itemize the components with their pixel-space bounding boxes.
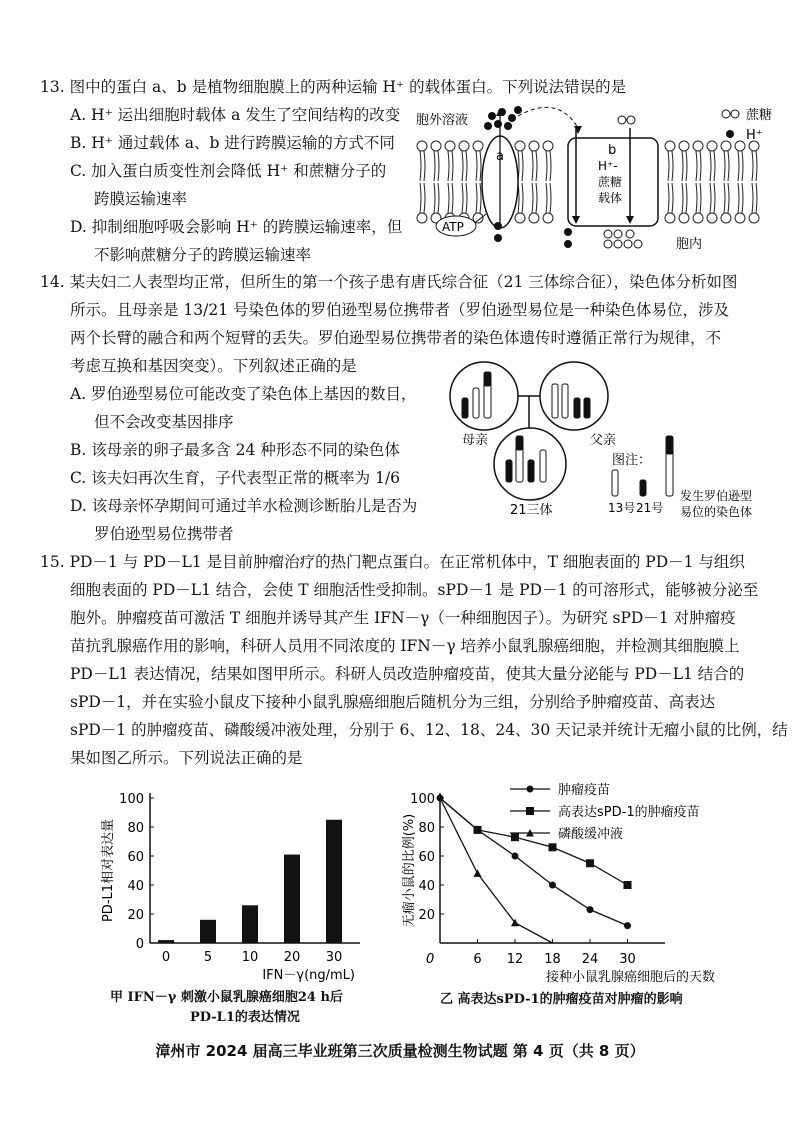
y-tick-label: 100: [410, 792, 435, 807]
atp-label: ATP: [442, 220, 464, 234]
data-point-square: [624, 881, 632, 889]
h-ion-cluster-outside: [484, 106, 522, 130]
bar-20: [284, 855, 300, 943]
legend-marker-square: [526, 807, 534, 815]
h-ion-legend-label: H⁺: [746, 128, 763, 143]
x-tick-label: 0: [426, 952, 435, 967]
bar-30: [326, 820, 342, 943]
chromosome-21-icon: [640, 480, 646, 496]
data-point-circle: [512, 853, 519, 860]
carrier-b-text3: 载体: [598, 191, 623, 205]
y-axis-title: PD-L1相对表达量: [101, 818, 116, 923]
legend-label: 磷酸缓冲液: [558, 827, 624, 842]
q14-option-d-cont: 罗伯逊型易位携带者: [94, 525, 234, 543]
q14-stem-2: 所示。且母亲是 13/21 号染色体的罗伯逊型易位携带者（罗伯逊型易位是一种染色体易位，涉及: [70, 301, 730, 319]
x-tick-label: 6: [473, 952, 482, 967]
x-tick-label: 5: [203, 950, 213, 965]
carrier-b-label: b: [608, 143, 617, 158]
y-tick-label: 20: [418, 908, 435, 923]
x-axis-title: IFN－γ(ng/mL): [262, 968, 355, 983]
q15-line-6: sPD－1，并在实验小鼠皮下接种小鼠乳腺癌细胞后随机分为三组，分别给予肿瘤疫苗、高表达: [70, 693, 716, 711]
caption-yi: 乙 高表达sPD-1的肿瘤疫苗对肿瘤的影响: [440, 992, 683, 1007]
x-axis-title: 接种小鼠乳腺癌细胞后的天数: [545, 970, 715, 985]
q14-option-b: B. 该母亲的卵子最多含 24 种形态不同的染色体: [70, 441, 400, 459]
legend-label: 高表达sPD-1的肿瘤疫苗: [558, 805, 700, 820]
carrier-b-text1: H⁺-: [598, 159, 618, 173]
h-ion-legend-icon: [726, 130, 734, 138]
q15-line-7: sPD－1 的肿瘤疫苗、磷酸缓冲液处理，分别于 6、12、18、24、30 天记录并统计无瘤小鼠的比例，结: [70, 721, 788, 739]
mother-label: 母亲: [462, 433, 489, 448]
y-tick-label: 80: [418, 821, 435, 836]
data-point-square: [511, 833, 519, 841]
legend-title: 图注：: [612, 453, 652, 468]
trisomy-label: 21三体: [510, 503, 553, 518]
caption-jia-1: 甲 IFN－γ 刺激小鼠乳腺癌细胞24 h后: [110, 990, 343, 1005]
y-tick-label: 40: [127, 879, 144, 894]
bar-5: [200, 920, 216, 943]
legend-label: 肿瘤疫苗: [558, 783, 611, 798]
y-tick-label: 60: [127, 850, 144, 865]
q14-option-a-cont: 但不会改变基因排序: [94, 413, 234, 431]
father-label: 父亲: [590, 433, 617, 448]
data-point-circle: [587, 906, 594, 913]
y-tick-label: 100: [119, 792, 144, 807]
q13-stem: 13. 图中的蛋白 a、b 是植物细胞膜上的两种运输 H⁺ 的载体蛋白。下列说法错误的是: [40, 78, 627, 96]
legend-translocation-label-2: 易位的染色体: [680, 505, 753, 519]
legend-marker-circle: [527, 786, 534, 793]
y-tick-label: 80: [127, 821, 144, 836]
q15-line-3: 胞外。肿瘤疫苗可激活 T 细胞并诱导其产生 IFN－γ（一种细胞因子）。为研究 sPD－1 对肿瘤疫: [70, 609, 736, 627]
caption-jia-2: PD-L1的表达情况: [190, 1010, 300, 1025]
outside-solution-label: 胞外溶液: [416, 113, 469, 128]
q15-line-1: 15. PD－1 与 PD－L1 是目前肿瘤治疗的热门靶点蛋白。在正常机体中，T 细胞表面的 PD－1 与组织: [40, 553, 745, 571]
x-tick-label: 30: [619, 952, 636, 967]
x-tick-label: 12: [506, 952, 524, 967]
x-tick-label: 30: [325, 950, 343, 965]
father-cell: [540, 362, 608, 430]
q13-option-c-cont: 跨膜运输速率: [94, 190, 188, 208]
chromosome-13-icon: [612, 470, 618, 496]
membrane-transport-diagram: [408, 98, 788, 258]
chart-yi-tumor-free-ratio: [395, 775, 780, 985]
q14-option-c: C. 该夫妇再次生育，子代表型正常的概率为 1/6: [70, 469, 401, 487]
legend-21-label: 21号: [636, 501, 664, 515]
q14-stem-3: 两个长臂的融合和两个短臂的丢失。罗伯逊型易位携带者的染色体遗传时遵循正常行为规律，不: [70, 329, 722, 347]
data-point-square: [549, 843, 557, 851]
x-tick-label: 18: [544, 952, 561, 967]
q14-stem-1: 14. 某夫妇二人表型均正常，但所生的第一个孩子患有唐氏综合征（21 三体综合征），染色体分析如图: [40, 273, 738, 291]
data-point-triangle: [474, 869, 482, 877]
y-tick-label: 0: [135, 937, 144, 952]
legend-13-label: 13号: [608, 501, 636, 515]
carrier-a-label: a: [496, 149, 504, 164]
y-tick-label: 20: [127, 908, 144, 923]
y-axis-title: 无瘤小鼠的比例(%): [402, 813, 417, 928]
data-point-circle: [624, 922, 631, 929]
q15-line-2: 细胞表面的 PD－L1 结合，会使 T 细胞活性受抑制。sPD－1 是 PD－1 的可溶形式，能够被分泌至: [70, 581, 759, 599]
bar-10: [242, 905, 258, 943]
q13-option-d-cont: 不影响蔗糖分子的跨膜运输速率: [94, 246, 312, 264]
legend-translocation-label-1: 发生罗伯逊型: [680, 489, 753, 503]
x-tick-label: 10: [241, 950, 259, 965]
data-point-square: [474, 826, 482, 834]
cell-inside-label: 胞内: [676, 237, 703, 252]
q13-option-d: D. 抑制细胞呼吸会影响 H⁺ 的跨膜运输速率，但: [70, 218, 403, 236]
chart-jia-pdl1-expression: [90, 785, 380, 985]
x-tick-label: 20: [283, 950, 301, 965]
q15-line-8: 果如图乙所示。下列说法正确的是: [70, 749, 303, 767]
page-footer: 漳州市 2024 届高三毕业班第三次质量检测生物试题 第 4 页（共 8 页）: [155, 1042, 645, 1060]
data-point-square: [586, 859, 594, 867]
carrier-b-text2: 蔗糖: [598, 175, 623, 189]
bar-0: [158, 940, 174, 943]
sucrose-legend-label: 蔗糖: [746, 108, 773, 123]
q13-option-b: B. H⁺ 通过载体 a、b 进行跨膜运输的方式不同: [70, 134, 395, 152]
y-tick-label: 60: [418, 850, 435, 865]
data-point-circle: [549, 882, 556, 889]
q13-option-c: C. 加入蛋白质变性剂会降低 H⁺ 和蔗糖分子的: [70, 162, 387, 180]
q14-option-d: D. 该母亲怀孕期间可通过羊水检测诊断胎儿是否为: [70, 497, 418, 515]
x-tick-label: 24: [581, 952, 599, 967]
chromosome-pedigree-diagram: [440, 360, 780, 520]
q15-line-5: PD－L1 表达情况，结果如图甲所示。科研人员改造肿瘤疫苗，使其大量分泌能与 PD－L1 结合的: [70, 665, 745, 683]
q13-option-a: A. H⁺ 运出细胞时载体 a 发生了空间结构的改变: [70, 106, 401, 124]
sucrose-legend-icon: [722, 110, 730, 118]
y-tick-label: 40: [418, 879, 435, 894]
q14-stem-4: 考虑互换和基因突变）。下列叙述正确的是: [70, 357, 357, 375]
q14-option-a: A. 罗伯逊型易位可能改变了染色体上基因的数目，: [70, 385, 417, 403]
x-tick-label: 0: [161, 950, 171, 965]
series-line-2: [440, 798, 553, 943]
q15-line-4: 苗抗乳腺癌作用的影响，科研人员用不同浓度的 IFN－γ 培养小鼠乳腺癌细胞，并检测其细胞膜上: [70, 637, 740, 655]
